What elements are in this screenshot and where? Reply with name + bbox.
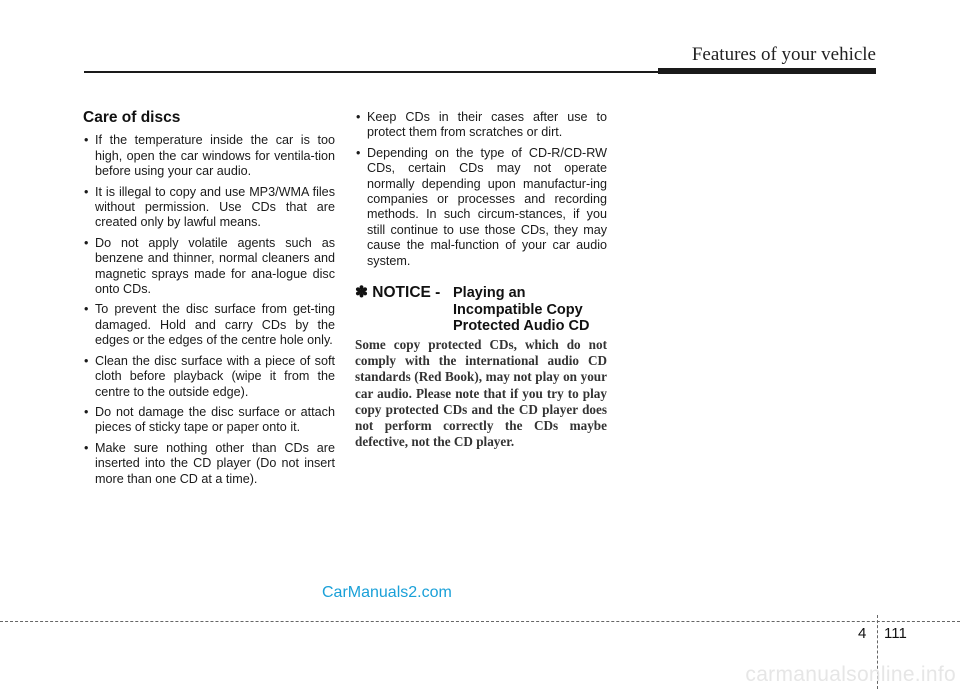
list-item: • Do not apply volatile agents such as benzene and thinner, normal cleaners and magnetic sprays made for ana-logue disc onto CDs. xyxy=(83,236,335,298)
list-item: • Do not damage the disc surface or attach pieces of sticky tape or paper onto it. xyxy=(83,405,335,436)
left-column xyxy=(83,110,335,492)
watermark-link[interactable]: CarManuals2.com xyxy=(322,584,452,601)
section-heading: Care of discs xyxy=(83,109,181,126)
notice-header xyxy=(355,283,607,333)
footer-dashed-rule xyxy=(0,621,960,622)
site-watermark: carmanualsonline.info xyxy=(745,663,956,686)
page-header-title: Features of your vehicle xyxy=(691,44,876,65)
disc-care-list-continued xyxy=(355,110,607,269)
header-rule-thin xyxy=(84,71,660,73)
right-column xyxy=(355,110,607,450)
list-item: • Make sure nothing other than CDs are inserted into the CD player (Do not insert more than one CD at a time). xyxy=(83,441,335,487)
header-rule-thick xyxy=(658,68,876,74)
list-item: • To prevent the disc surface from get-ting damaged. Hold and carry CDs by the edges or the edges of the centre hole only. xyxy=(83,302,335,348)
notice-body: Some copy protected CDs, which do not comply with the international audio CD standards (Red Book), may not play on your car audio. Please note that if you try to play copy protected CDs and the CD player does not perform correctly the CDs maybe defective, not the CD player. xyxy=(355,337,607,450)
notice-title: Playing an Incompatible Copy Protected Audio CD xyxy=(453,285,590,335)
list-item: • It is illegal to copy and use MP3/WMA files without permission. Use CDs that are created only by lawful means. xyxy=(83,185,335,231)
page-number: 111 xyxy=(884,625,907,642)
notice-label: ✽ NOTICE - xyxy=(355,284,441,302)
disc-care-list xyxy=(83,133,335,487)
list-item: • If the temperature inside the car is too high, open the car windows for ventila-tion before using your car audio. xyxy=(83,133,335,179)
list-item: • Depending on the type of CD-R/CD-RW CDs, certain CDs may not operate normally depending upon manufactur-ing companies or processes and recording methods. In such circum-stances, if you still continue to use those CDs, they may cause the mal-function of your car audio system. xyxy=(355,146,607,269)
list-item: • Keep CDs in their cases after use to protect them from scratches or dirt. xyxy=(355,110,607,141)
list-item: • Clean the disc surface with a piece of soft cloth before playback (wipe it from the centre to the outside edge). xyxy=(83,354,335,400)
chapter-number: 4 xyxy=(858,625,867,642)
